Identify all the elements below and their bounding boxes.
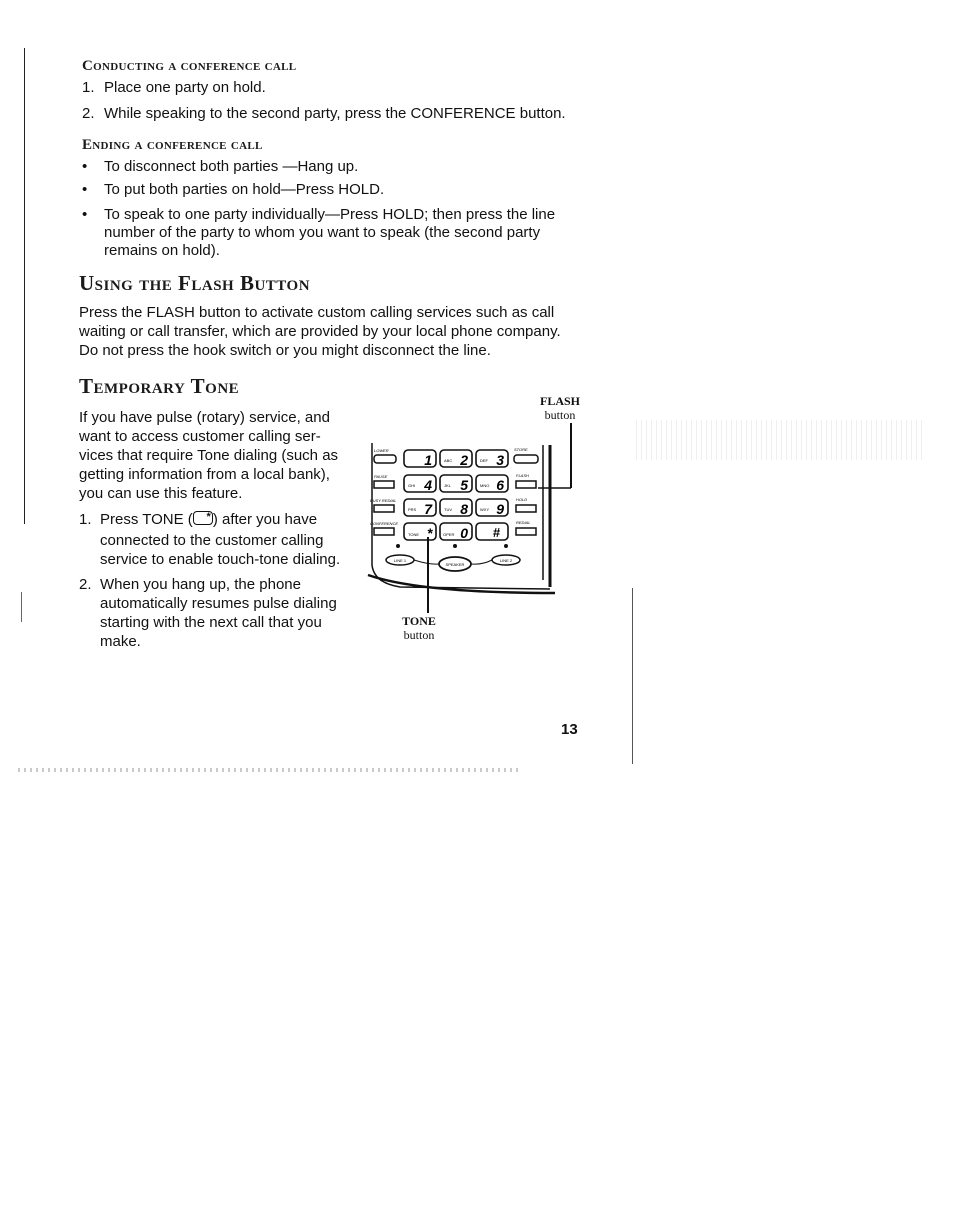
key-hash xyxy=(476,523,508,540)
svg-text:6: 6 xyxy=(496,477,504,493)
flash-button xyxy=(516,481,536,488)
key-4 xyxy=(404,475,436,493)
conference-button xyxy=(374,528,394,535)
ending-bullet-1 xyxy=(82,158,602,176)
indicator-dot xyxy=(396,544,400,548)
svg-text:GHI: GHI xyxy=(408,483,416,488)
step-line: make. xyxy=(100,633,141,650)
scan-edge-line xyxy=(632,588,633,764)
label-line: button xyxy=(403,628,435,642)
step-text: ) after you have xyxy=(212,511,318,528)
svg-text:2: 2 xyxy=(460,452,468,468)
svg-text:LINE 1: LINE 1 xyxy=(393,558,407,563)
key-5 xyxy=(440,475,472,493)
svg-text:TONE: TONE xyxy=(408,532,420,537)
svg-text:WXY: WXY xyxy=(480,507,490,512)
busy-redial-label: BUSY REDIAL xyxy=(370,498,397,503)
key-star-tone xyxy=(404,523,436,541)
ending-bullet-2 xyxy=(82,181,602,199)
tone-button-label xyxy=(397,614,441,642)
svg-text:*: * xyxy=(427,525,433,541)
speaker-button xyxy=(439,557,471,571)
bullet-line: remains on hold). xyxy=(104,242,220,259)
bullet-line: number of the party to whom you want to speak (the second party xyxy=(104,224,541,241)
lower-label: LOWER xyxy=(374,448,389,453)
paragraph-line: If you have pulse (rotary) service, and xyxy=(79,409,330,426)
svg-text:9: 9 xyxy=(496,501,504,517)
svg-text:3: 3 xyxy=(496,452,504,468)
key-1 xyxy=(404,450,436,468)
redial-button xyxy=(516,528,536,535)
busy-redial-button xyxy=(374,505,394,512)
lower-button xyxy=(374,455,396,463)
paragraph-line: Do not press the hook switch or you might disconnect the line. xyxy=(79,342,491,359)
key-2 xyxy=(440,450,472,468)
hold-button xyxy=(516,505,536,512)
svg-text:SPEAKER: SPEAKER xyxy=(445,562,465,567)
pause-label: PAUSE xyxy=(374,474,388,479)
temporary-step-2 xyxy=(79,575,359,651)
svg-text:5: 5 xyxy=(460,477,468,493)
svg-text:1: 1 xyxy=(424,452,432,468)
paragraph-line: you can use this feature. xyxy=(79,485,243,502)
step-text: While speaking to the second party, press the CONFERENCE button. xyxy=(104,105,566,122)
label-line: FLASH xyxy=(539,394,580,408)
temporary-tone-heading: Temporary Tone xyxy=(79,374,240,398)
svg-text:PRS: PRS xyxy=(408,507,417,512)
key-8 xyxy=(440,499,472,517)
bullet-text: To put both parties on hold—Press HOLD. xyxy=(104,181,385,198)
hold-label: HOLD xyxy=(516,497,528,502)
key-0 xyxy=(440,523,472,541)
scan-noise-top xyxy=(636,420,926,460)
svg-text:DEF: DEF xyxy=(480,458,488,463)
paragraph-line: vices that require Tone dialing (such as xyxy=(79,447,339,464)
svg-text:0: 0 xyxy=(460,525,468,541)
bullet-mark: • xyxy=(82,158,88,175)
temporary-step-1 xyxy=(79,510,359,569)
step-number: 2. xyxy=(82,105,95,122)
step-line: service to enable touch-tone dialing. xyxy=(100,551,341,568)
bullet-mark: • xyxy=(82,206,88,223)
conducting-step-1 xyxy=(82,79,602,97)
line-2-button xyxy=(492,555,520,565)
conducting-step-2 xyxy=(82,105,642,123)
bullet-text: To disconnect both parties —Hang up. xyxy=(104,158,359,175)
indicator-dot xyxy=(504,544,508,548)
svg-text:OPER: OPER xyxy=(443,532,455,537)
conducting-heading: Conducting a conference call xyxy=(82,58,297,74)
paragraph-line: waiting or call transfer, which are provided by your local phone company. xyxy=(79,323,561,340)
keypad xyxy=(404,450,508,541)
step-line: automatically resumes pulse dialing xyxy=(100,595,337,612)
pause-button xyxy=(374,481,394,488)
svg-text:ABC: ABC xyxy=(444,458,453,463)
scan-noise-bottom xyxy=(18,768,518,772)
step-number: 1. xyxy=(79,511,92,528)
label-line: TONE xyxy=(402,614,436,628)
flash-heading: Using the Flash Button xyxy=(79,271,311,295)
svg-text:#: # xyxy=(492,525,500,540)
key-9 xyxy=(476,499,508,517)
indicator-dot xyxy=(453,544,457,548)
label-line: button xyxy=(544,408,576,422)
step-number: 2. xyxy=(79,576,92,593)
store-label: STORE xyxy=(514,447,528,452)
svg-text:JKL: JKL xyxy=(444,483,451,488)
paragraph-line: getting information from a local bank), xyxy=(79,466,330,483)
temporary-intro xyxy=(79,408,359,503)
ending-bullet-3 xyxy=(82,206,622,260)
store-button xyxy=(514,455,538,463)
bullet-mark: • xyxy=(82,181,88,198)
key-6 xyxy=(476,475,508,493)
key-7 xyxy=(404,499,436,517)
flash-label: FLASH xyxy=(516,473,529,478)
page-number: 13 xyxy=(561,721,578,738)
key-3 xyxy=(476,450,508,468)
svg-text:LINE 2: LINE 2 xyxy=(499,558,513,563)
paragraph-line: Press the FLASH button to activate custom calling services such as call xyxy=(79,304,555,321)
ending-heading: Ending a conference call xyxy=(82,137,263,153)
line-1-button xyxy=(386,555,414,565)
step-line: connected to the customer calling xyxy=(100,532,324,549)
step-line: starting with the next call that you xyxy=(100,614,322,631)
paragraph-line: want to access customer calling ser- xyxy=(79,428,321,445)
binding-line-lower xyxy=(21,592,22,622)
step-line: When you hang up, the phone xyxy=(100,576,301,593)
svg-text:8: 8 xyxy=(460,501,468,517)
step-number: 1. xyxy=(82,79,95,96)
svg-text:4: 4 xyxy=(424,477,432,493)
svg-text:7: 7 xyxy=(424,501,432,517)
binding-line xyxy=(24,48,25,524)
svg-text:MNO: MNO xyxy=(480,483,490,488)
tone-key-icon: * xyxy=(193,511,213,525)
conference-label: CONFERENCE xyxy=(370,521,399,526)
redial-label: REDIAL xyxy=(516,520,531,525)
svg-text:TUV: TUV xyxy=(444,507,452,512)
step-text: Place one party on hold. xyxy=(104,79,266,96)
bullet-line: To speak to one party individually—Press HOLD; then press the line xyxy=(104,206,556,223)
flash-paragraph xyxy=(79,303,639,360)
phone-keypad-diagram xyxy=(360,415,590,615)
step-text: Press TONE ( xyxy=(100,511,193,528)
